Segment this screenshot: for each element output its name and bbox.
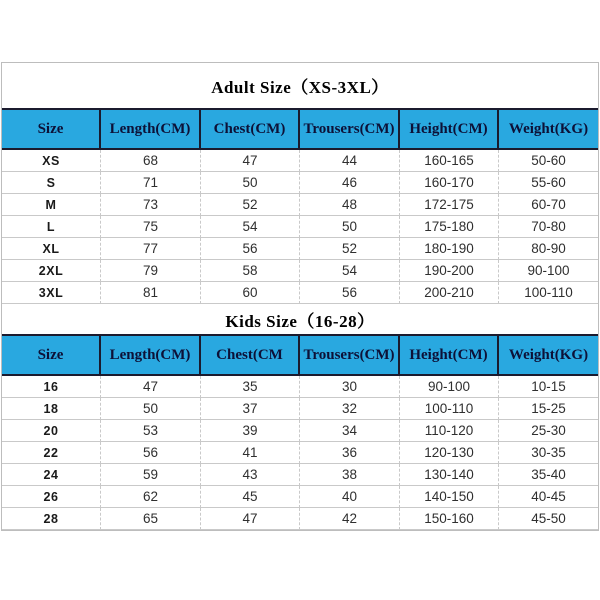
size-chart-sheet <box>1 62 599 531</box>
value-cell: 15-25 <box>499 398 598 420</box>
column-header: Length(CM) <box>101 110 201 148</box>
column-header: Size <box>2 110 101 148</box>
value-cell: 47 <box>201 150 300 172</box>
size-cell: L <box>2 216 101 238</box>
value-cell: 32 <box>300 398 400 420</box>
value-cell: 172-175 <box>400 194 499 216</box>
value-cell: 30-35 <box>499 442 598 464</box>
table-row <box>2 238 598 260</box>
value-cell: 81 <box>101 282 201 304</box>
value-cell: 54 <box>201 216 300 238</box>
value-cell: 44 <box>300 150 400 172</box>
column-header: Chest(CM) <box>201 110 300 148</box>
column-header: Length(CM) <box>101 336 201 374</box>
value-cell: 70-80 <box>499 216 598 238</box>
column-header: Trousers(CM) <box>300 336 400 374</box>
value-cell: 58 <box>201 260 300 282</box>
value-cell: 36 <box>300 442 400 464</box>
column-header: Weight(KG) <box>508 346 589 363</box>
size-cell: 22 <box>2 442 101 464</box>
value-cell: 50 <box>101 398 201 420</box>
size-cell: 20 <box>2 420 101 442</box>
value-cell: 100-110 <box>400 398 499 420</box>
table-row <box>2 508 598 530</box>
column-header: Trousers(CM) <box>300 110 400 148</box>
value-cell: 120-130 <box>400 442 499 464</box>
column-header: Size <box>2 336 101 374</box>
kids-header-row <box>2 334 598 376</box>
value-cell: 56 <box>201 238 300 260</box>
adult-size-title: Adult Size（XS-3XL） <box>211 78 389 97</box>
kids-size-table <box>2 304 598 530</box>
value-cell: 47 <box>201 508 300 530</box>
value-cell: 54 <box>300 260 400 282</box>
size-cell: 2XL <box>2 260 101 282</box>
value-cell: 50 <box>300 216 400 238</box>
value-cell: 53 <box>101 420 201 442</box>
value-cell: 42 <box>300 508 400 530</box>
table-row <box>2 376 598 398</box>
table-row <box>2 216 598 238</box>
value-cell: 190-200 <box>400 260 499 282</box>
value-cell: 43 <box>201 464 300 486</box>
size-cell: XL <box>2 238 101 260</box>
value-cell: 75 <box>101 216 201 238</box>
value-cell: 200-210 <box>400 282 499 304</box>
value-cell: 56 <box>101 442 201 464</box>
value-cell: 90-100 <box>400 376 499 398</box>
size-cell: 3XL <box>2 282 101 304</box>
value-cell: 41 <box>201 442 300 464</box>
value-cell: 71 <box>101 172 201 194</box>
value-cell: 52 <box>300 238 400 260</box>
table-row <box>2 282 598 304</box>
size-cell: 16 <box>2 376 101 398</box>
value-cell: 65 <box>101 508 201 530</box>
size-cell: 24 <box>2 464 101 486</box>
table-row <box>2 150 598 172</box>
table-row <box>2 194 598 216</box>
column-header: Height(CM) <box>400 110 499 148</box>
value-cell: 48 <box>300 194 400 216</box>
size-cell: M <box>2 194 101 216</box>
value-cell: 175-180 <box>400 216 499 238</box>
value-cell: 77 <box>101 238 201 260</box>
value-cell: 52 <box>201 194 300 216</box>
column-header: Height(CM) <box>400 336 499 374</box>
value-cell: 79 <box>101 260 201 282</box>
value-cell: 150-160 <box>400 508 499 530</box>
value-cell: 60 <box>201 282 300 304</box>
value-cell: 50-60 <box>499 150 598 172</box>
value-cell: 130-140 <box>400 464 499 486</box>
adult-rows <box>2 150 598 304</box>
value-cell: 55-60 <box>499 172 598 194</box>
table-row <box>2 260 598 282</box>
value-cell: 90-100 <box>499 260 598 282</box>
value-cell: 10-15 <box>499 376 598 398</box>
value-cell: 100-110 <box>499 282 598 304</box>
kids-rows <box>2 376 598 530</box>
value-cell: 37 <box>201 398 300 420</box>
table-row <box>2 464 598 486</box>
value-cell: 73 <box>101 194 201 216</box>
value-cell: 25-30 <box>499 420 598 442</box>
value-cell: 59 <box>101 464 201 486</box>
table-row <box>2 398 598 420</box>
value-cell: 180-190 <box>400 238 499 260</box>
column-header: Chest(CM <box>201 336 300 374</box>
value-cell: 39 <box>201 420 300 442</box>
table-row <box>2 420 598 442</box>
value-cell: 47 <box>101 376 201 398</box>
value-cell: 62 <box>101 486 201 508</box>
value-cell: 30 <box>300 376 400 398</box>
table-row <box>2 172 598 194</box>
table-row <box>2 486 598 508</box>
value-cell: 35 <box>201 376 300 398</box>
value-cell: 50 <box>201 172 300 194</box>
value-cell: 140-150 <box>400 486 499 508</box>
value-cell: 40-45 <box>499 486 598 508</box>
value-cell: 35-40 <box>499 464 598 486</box>
adult-size-table <box>2 63 598 304</box>
kids-size-title: Kids Size（16-28） <box>225 311 375 331</box>
value-cell: 60-70 <box>499 194 598 216</box>
value-cell: 80-90 <box>499 238 598 260</box>
value-cell: 160-165 <box>400 150 499 172</box>
column-header: Weight(KG) <box>508 120 589 137</box>
table-row <box>2 442 598 464</box>
value-cell: 45 <box>201 486 300 508</box>
adult-header-row <box>2 108 598 150</box>
size-cell: 28 <box>2 508 101 530</box>
size-cell: 26 <box>2 486 101 508</box>
value-cell: 45-50 <box>499 508 598 530</box>
value-cell: 46 <box>300 172 400 194</box>
value-cell: 160-170 <box>400 172 499 194</box>
value-cell: 110-120 <box>400 420 499 442</box>
value-cell: 38 <box>300 464 400 486</box>
value-cell: 40 <box>300 486 400 508</box>
size-cell: S <box>2 172 101 194</box>
size-cell: 18 <box>2 398 101 420</box>
value-cell: 56 <box>300 282 400 304</box>
size-cell: XS <box>2 150 101 172</box>
value-cell: 34 <box>300 420 400 442</box>
value-cell: 68 <box>101 150 201 172</box>
